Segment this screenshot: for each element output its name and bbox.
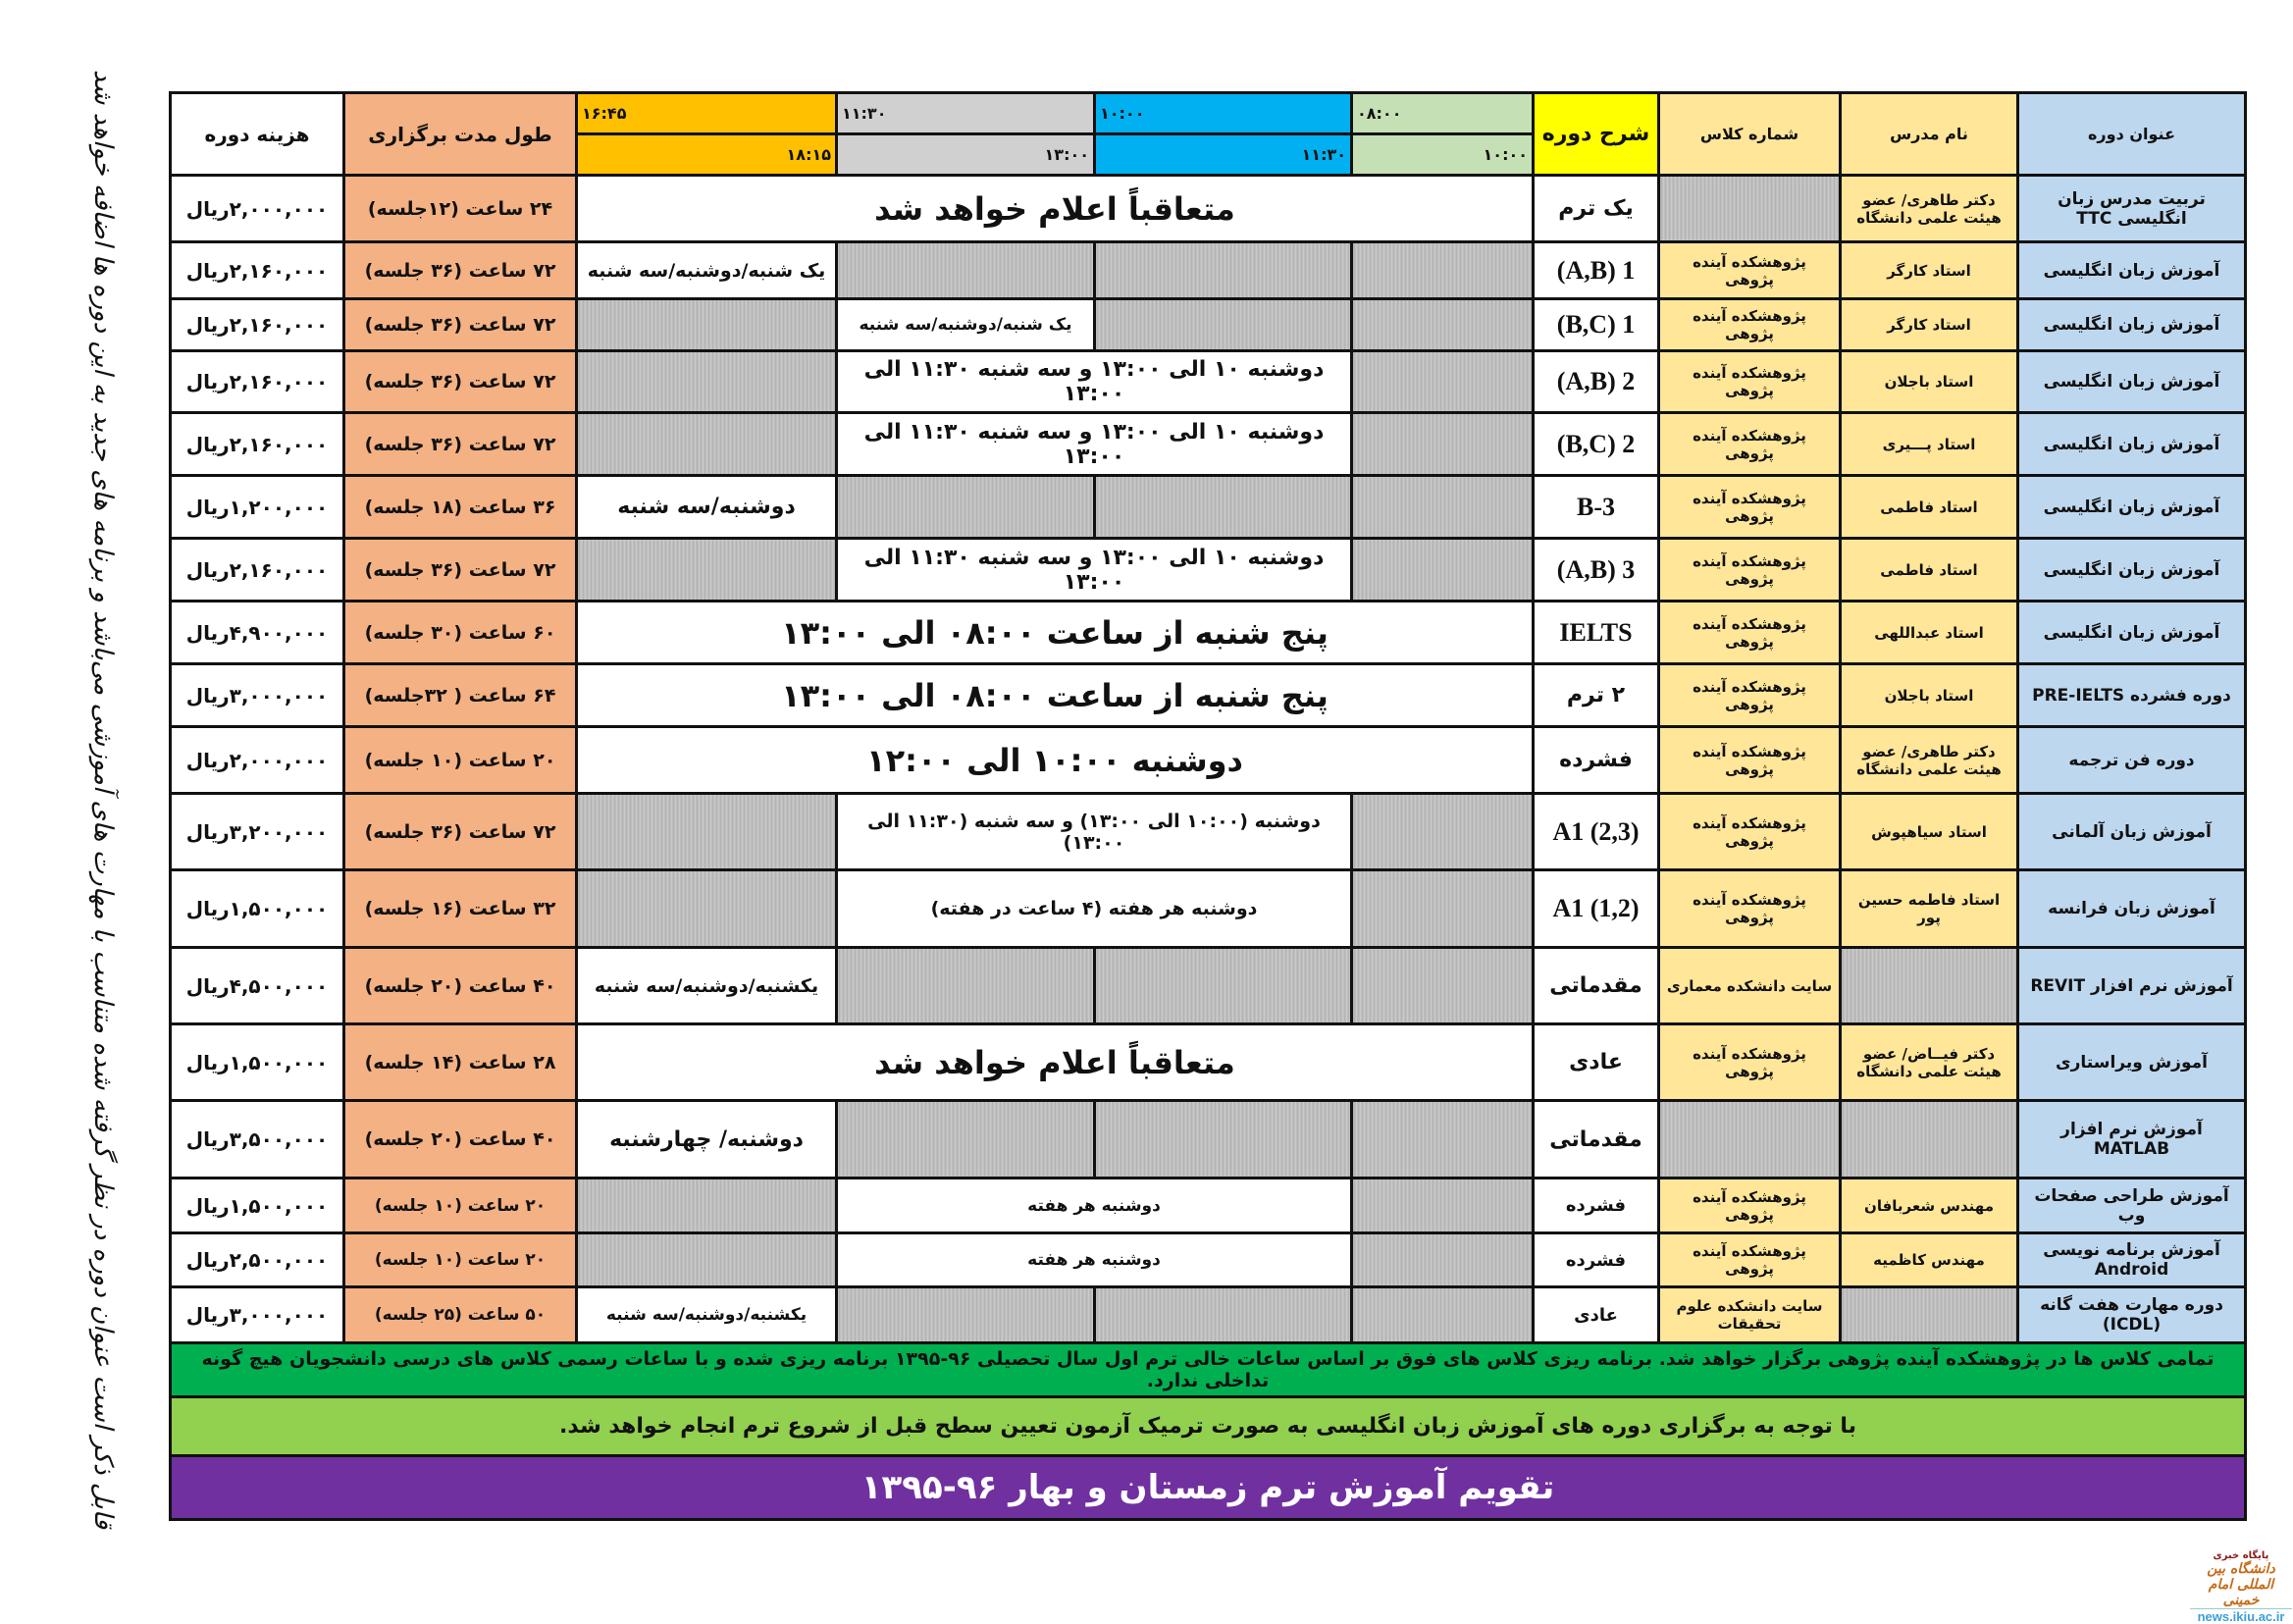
- cost: ۲,۱۶۰,۰۰۰ریال: [171, 539, 344, 602]
- slot-empty: [1095, 299, 1352, 351]
- slot-empty: [1352, 351, 1534, 413]
- cost: ۱,۵۰۰,۰۰۰ریال: [171, 1024, 344, 1101]
- table-row: [171, 948, 2246, 1024]
- slot-2-start: ۱۰:۰۰: [1095, 93, 1352, 134]
- course-title: آموزش برنامه نویسی Android: [2018, 1233, 2246, 1287]
- class-location: پژوهشکده آینده پژوهی: [1659, 727, 1841, 794]
- teacher-name: استاد باجلان: [1841, 351, 2018, 413]
- cost: ۳,۰۰۰,۰۰۰ریال: [171, 664, 344, 727]
- cost: ۳,۲۰۰,۰۰۰ریال: [171, 794, 344, 870]
- slot-empty: [577, 299, 837, 351]
- table-row: [171, 602, 2246, 664]
- duration: ۷۲ ساعت (۳۶ جلسه): [344, 413, 577, 476]
- slot-empty: [1352, 1233, 1534, 1287]
- table-row: [171, 351, 2246, 413]
- slot-empty: [837, 242, 1095, 299]
- course-title: دوره فن ترجمه: [2018, 727, 2246, 794]
- slot-empty: [577, 1233, 837, 1287]
- banner-row: [171, 1456, 2246, 1520]
- cost: ۱,۵۰۰,۰۰۰ریال: [171, 1179, 344, 1233]
- cost: ۱,۵۰۰,۰۰۰ریال: [171, 870, 344, 948]
- teacher-name: استاد پـــیری: [1841, 413, 2018, 476]
- slot-empty: [577, 870, 837, 948]
- teacher-name: دکتر طاهری/ عضو هیئت علمی دانشگاه: [1841, 176, 2018, 242]
- class-location: سایت دانشکده معماری: [1659, 948, 1841, 1024]
- table-row: [171, 299, 2246, 351]
- course-desc: عادی: [1534, 1024, 1659, 1101]
- cost: ۱,۲۰۰,۰۰۰ریال: [171, 476, 344, 539]
- course-title: آموزش طراحی صفحات وب: [2018, 1179, 2246, 1233]
- course-schedule-sheet: [169, 91, 2244, 1521]
- table-row: [171, 794, 2246, 870]
- duration: ۶۰ ساعت (۳۰ جلسه): [344, 602, 577, 664]
- side-handwritten-note: [59, 70, 147, 1530]
- slot-empty: [1352, 299, 1534, 351]
- slot-empty: [1352, 539, 1534, 602]
- duration: ۴۰ ساعت (۲۰ جلسه): [344, 1101, 577, 1179]
- schedule-cell: دوشنبه هر هفته (۴ ساعت در هفته): [837, 870, 1352, 948]
- cost: ۳,۵۰۰,۰۰۰ریال: [171, 1101, 344, 1179]
- slot-empty: [1352, 242, 1534, 299]
- cost: ۲,۵۰۰,۰۰۰ریال: [171, 1233, 344, 1287]
- slot-1-end: ۱۰:۰۰: [1352, 134, 1534, 176]
- duration: ۶۴ ساعت ( ۳۲جلسه): [344, 664, 577, 727]
- course-desc: 3-B: [1534, 476, 1659, 539]
- slot-empty: [1352, 1287, 1534, 1343]
- duration: ۲۰ ساعت (۱۰ جلسه): [344, 1233, 577, 1287]
- slot-empty: [1352, 413, 1534, 476]
- cost: ۲,۱۶۰,۰۰۰ریال: [171, 351, 344, 413]
- slot-empty: [577, 351, 837, 413]
- note-row-general: [171, 1343, 2246, 1397]
- schedule-cell: پنج شنبه از ساعت ۰۸:۰۰ الی ۱۳:۰۰: [577, 602, 1534, 664]
- teacher-name: استاد عبداللهی: [1841, 602, 2018, 664]
- course-desc: مقدماتی: [1534, 948, 1659, 1024]
- cost: ۴,۵۰۰,۰۰۰ریال: [171, 948, 344, 1024]
- table-row: [171, 1179, 2246, 1233]
- cost: ۲,۱۶۰,۰۰۰ریال: [171, 299, 344, 351]
- course-desc: (1,2) A1: [1534, 870, 1659, 948]
- slot-empty: [1352, 1179, 1534, 1233]
- class-location: پژوهشکده آینده پژوهی: [1659, 1024, 1841, 1101]
- teacher-name: استاد سیاهپوش: [1841, 794, 2018, 870]
- class-location: پژوهشکده آینده پژوهی: [1659, 1179, 1841, 1233]
- general-note: تمامی کلاس ها در پژوهشکده آینده پژوهی برگزار خواهد شد. برنامه ریزی کلاس های فوق بر اساس ساعات خالی ترم اول سال تحصیلی ۹۶-۱۳۹۵ برنامه ریزی شده و با ساعات رسمی کلاس های درسی دانشجویان هیچ گونه تداخلی ندارد.: [171, 1343, 2246, 1397]
- schedule-cell: یک شنبه/دوشنبه/سه شنبه: [837, 299, 1095, 351]
- course-title: تربیت مدرس زبان انگلیسی TTC: [2018, 176, 2246, 242]
- slot-4-start: ۱۶:۴۵: [577, 93, 837, 134]
- slot-empty: [837, 1101, 1095, 1179]
- header-teacher: نام مدرس: [1841, 93, 2018, 176]
- class-location: پژوهشکده آینده پژوهی: [1659, 476, 1841, 539]
- course-title: آموزش زبان انگلیسی: [2018, 242, 2246, 299]
- course-desc: فشرده: [1534, 1179, 1659, 1233]
- class-location: پژوهشکده آینده پژوهی: [1659, 299, 1841, 351]
- teacher-name: مهندس شعربافان: [1841, 1179, 2018, 1233]
- class-empty: [1659, 1101, 1841, 1179]
- slot-4-end: ۱۸:۱۵: [577, 134, 837, 176]
- duration: ۳۲ ساعت (۱۶ جلسه): [344, 870, 577, 948]
- course-desc: ۲ ترم: [1534, 664, 1659, 727]
- course-desc: مقدماتی: [1534, 1101, 1659, 1179]
- slot-empty: [1095, 242, 1352, 299]
- schedule-cell: یک شنبه/دوشنبه/سه شنبه: [577, 242, 837, 299]
- course-title: دوره مهارت هفت گانه (ICDL): [2018, 1287, 2246, 1343]
- course-desc: 1 (A,B): [1534, 242, 1659, 299]
- table-row: [171, 727, 2246, 794]
- schedule-cell: دوشنبه ۱۰ الی ۱۳:۰۰ و سه شنبه ۱۱:۳۰ الی ۱۳:۰۰: [837, 351, 1352, 413]
- slot-empty: [1352, 476, 1534, 539]
- slot-2-end: ۱۱:۳۰: [1095, 134, 1352, 176]
- teacher-empty: [1841, 1287, 2018, 1343]
- slot-empty: [1352, 870, 1534, 948]
- schedule-cell: دوشنبه هر هفته: [837, 1179, 1352, 1233]
- duration: ۷۲ ساعت (۳۶ جلسه): [344, 351, 577, 413]
- slot-empty: [1095, 1101, 1352, 1179]
- course-title: آموزش زبان فرانسه: [2018, 870, 2246, 948]
- teacher-name: استاد فاطمی: [1841, 476, 2018, 539]
- header-desc: شرح دوره: [1534, 93, 1659, 176]
- schedule-cell: پنج شنبه از ساعت ۰۸:۰۰ الی ۱۳:۰۰: [577, 664, 1534, 727]
- schedule-cell: متعاقباً اعلام خواهد شد: [577, 1024, 1534, 1101]
- table-row: [171, 664, 2246, 727]
- teacher-name: دکتر فیــاض/ عضو هیئت علمی دانشگاه: [1841, 1024, 2018, 1101]
- duration: ۷۲ ساعت (۳۶ جلسه): [344, 242, 577, 299]
- table-row: [171, 1101, 2246, 1179]
- duration: ۴۰ ساعت (۲۰ جلسه): [344, 948, 577, 1024]
- header-class: شماره کلاس: [1659, 93, 1841, 176]
- cost: ۴,۹۰۰,۰۰۰ریال: [171, 602, 344, 664]
- slot-empty: [1095, 948, 1352, 1024]
- cost: ۲,۱۶۰,۰۰۰ریال: [171, 413, 344, 476]
- slot-empty: [837, 1287, 1095, 1343]
- table-row: [171, 1233, 2246, 1287]
- duration: ۲۴ ساعت (۱۲جلسه): [344, 176, 577, 242]
- course-desc: فشرده: [1534, 1233, 1659, 1287]
- header-row-top: [171, 93, 2246, 134]
- duration: ۷۲ ساعت (۳۶ جلسه): [344, 794, 577, 870]
- teacher-name: استاد فاطمه حسین پور: [1841, 870, 2018, 948]
- header-title: عنوان دوره: [2018, 93, 2246, 176]
- table-row: [171, 242, 2246, 299]
- logo-url: news.ikiu.ac.ir: [2197, 1609, 2285, 1624]
- class-location: پژوهشکده آینده پژوهی: [1659, 602, 1841, 664]
- teacher-name: استاد کارگر: [1841, 242, 2018, 299]
- table-row: [171, 476, 2246, 539]
- schedule-cell: دوشنبه/ چهارشنبه: [577, 1101, 837, 1179]
- course-title: آموزش ویراستاری: [2018, 1024, 2246, 1101]
- cost: ۲,۰۰۰,۰۰۰ریال: [171, 727, 344, 794]
- course-title: آموزش نرم افزار REVIT: [2018, 948, 2246, 1024]
- logo-line2: دانشگاه بین المللی امام خمینی: [2190, 1561, 2292, 1609]
- slot-empty: [1095, 1287, 1352, 1343]
- course-title: آموزش زبان انگلیسی: [2018, 539, 2246, 602]
- course-desc: 1 (B,C): [1534, 299, 1659, 351]
- duration: ۵۰ ساعت (۲۵ جلسه): [344, 1287, 577, 1343]
- calendar-banner: تقویم آموزش ترم زمستان و بهار ۹۶-۱۳۹۵: [171, 1456, 2246, 1520]
- table-row: [171, 1024, 2246, 1101]
- schedule-cell: متعاقباً اعلام خواهد شد: [577, 176, 1534, 242]
- duration: ۲۸ ساعت (۱۴ جلسه): [344, 1024, 577, 1101]
- teacher-empty: [1841, 1101, 2018, 1179]
- table-row: [171, 539, 2246, 602]
- teacher-empty: [1841, 948, 2018, 1024]
- table-row: [171, 1287, 2246, 1343]
- slot-empty: [577, 539, 837, 602]
- course-desc: IELTS: [1534, 602, 1659, 664]
- header-duration: طول مدت برگزاری: [344, 93, 577, 176]
- duration: ۲۰ ساعت (۱۰ جلسه): [344, 727, 577, 794]
- teacher-name: استاد کارگر: [1841, 299, 2018, 351]
- course-title: دوره فشرده PRE-IELTS: [2018, 664, 2246, 727]
- course-title: آموزش زبان انگلیسی: [2018, 476, 2246, 539]
- logo-line1: پایگاه خبری: [2213, 1550, 2269, 1561]
- slot-empty: [1352, 794, 1534, 870]
- course-desc: فشرده: [1534, 727, 1659, 794]
- schedule-cell: دوشنبه ۱۰ الی ۱۳:۰۰ و سه شنبه ۱۱:۳۰ الی ۱۳:۰۰: [837, 413, 1352, 476]
- class-location: سایت دانشکده علوم تحقیقات: [1659, 1287, 1841, 1343]
- duration: ۲۰ ساعت (۱۰ جلسه): [344, 1179, 577, 1233]
- note-row-placement: [171, 1397, 2246, 1456]
- course-title: آموزش زبان انگلیسی: [2018, 602, 2246, 664]
- course-desc: 2 (A,B): [1534, 351, 1659, 413]
- schedule-cell: دوشنبه هر هفته: [837, 1233, 1352, 1287]
- class-location: پژوهشکده آینده پژوهی: [1659, 242, 1841, 299]
- table-row: [171, 176, 2246, 242]
- course-title: آموزش نرم افزار MATLAB: [2018, 1101, 2246, 1179]
- slot-empty: [577, 794, 837, 870]
- placement-note: با توجه به برگزاری دوره های آموزش زبان انگلیسی به صورت ترمیک آزمون تعیین سطح قبل از شروع ترم انجام خواهد شد.: [171, 1397, 2246, 1456]
- table-row: [171, 870, 2246, 948]
- class-location: پژوهشکده آینده پژوهی: [1659, 413, 1841, 476]
- header-cost: هزینه دوره: [171, 93, 344, 176]
- slot-empty: [1352, 1101, 1534, 1179]
- cost: ۲,۰۰۰,۰۰۰ریال: [171, 176, 344, 242]
- schedule-cell: یکشنبه/دوشنبه/سه شنبه: [577, 948, 837, 1024]
- teacher-name: مهندس کاظمیه: [1841, 1233, 2018, 1287]
- slot-empty: [577, 1179, 837, 1233]
- class-empty: [1659, 176, 1841, 242]
- course-table: [169, 91, 2247, 1521]
- slot-empty: [1095, 476, 1352, 539]
- course-title: آموزش زبان انگلیسی: [2018, 351, 2246, 413]
- schedule-cell: دوشنبه ۱۰:۰۰ الی ۱۲:۰۰: [577, 727, 1534, 794]
- slot-3-end: ۱۳:۰۰: [837, 134, 1095, 176]
- course-title: آموزش زبان انگلیسی: [2018, 299, 2246, 351]
- duration: ۷۲ ساعت (۳۶ جلسه): [344, 539, 577, 602]
- schedule-cell: یکشنبه/دوشنبه/سه شنبه: [577, 1287, 837, 1343]
- teacher-name: استاد باجلان: [1841, 664, 2018, 727]
- class-location: پژوهشکده آینده پژوهی: [1659, 539, 1841, 602]
- class-location: پژوهشکده آینده پژوهی: [1659, 870, 1841, 948]
- slot-empty: [837, 948, 1095, 1024]
- course-title: آموزش زبان انگلیسی: [2018, 413, 2246, 476]
- schedule-cell: دوشنبه (۱۰:۰۰ الی ۱۳:۰۰) و سه شنبه (۱۱:۳۰ الی ۱۳:۰۰): [837, 794, 1352, 870]
- class-location: پژوهشکده آینده پژوهی: [1659, 664, 1841, 727]
- cost: ۳,۰۰۰,۰۰۰ریال: [171, 1287, 344, 1343]
- class-location: پژوهشکده آینده پژوهی: [1659, 351, 1841, 413]
- course-desc: 2 (B,C): [1534, 413, 1659, 476]
- table-row: [171, 413, 2246, 476]
- side-note-text: قابل ذکر است عنوان دوره در نظر گرفته شده متناسب با مهارت های آموزشی می‌باشد و برنامه های جدید به این دوره ها اضافه خواهد شد: [88, 70, 118, 1530]
- news-logo: [2190, 1550, 2292, 1624]
- course-desc: (2,3) A1: [1534, 794, 1659, 870]
- slot-empty: [837, 476, 1095, 539]
- teacher-name: استاد فاطمی: [1841, 539, 2018, 602]
- teacher-name: دکتر طاهری/ عضو هیئت علمی دانشگاه: [1841, 727, 2018, 794]
- course-desc: عادی: [1534, 1287, 1659, 1343]
- slot-3-start: ۱۱:۳۰: [837, 93, 1095, 134]
- course-title: آموزش زبان آلمانی: [2018, 794, 2246, 870]
- slot-1-start: ۰۸:۰۰: [1352, 93, 1534, 134]
- course-desc: 3 (A,B): [1534, 539, 1659, 602]
- cost: ۲,۱۶۰,۰۰۰ریال: [171, 242, 344, 299]
- duration: ۷۲ ساعت (۳۶ جلسه): [344, 299, 577, 351]
- schedule-cell: دوشنبه ۱۰ الی ۱۳:۰۰ و سه شنبه ۱۱:۳۰ الی ۱۳:۰۰: [837, 539, 1352, 602]
- slot-empty: [577, 413, 837, 476]
- slot-empty: [1352, 948, 1534, 1024]
- course-desc: یک ترم: [1534, 176, 1659, 242]
- duration: ۳۶ ساعت (۱۸ جلسه): [344, 476, 577, 539]
- schedule-cell: دوشنبه/سه شنبه: [577, 476, 837, 539]
- class-location: پژوهشکده آینده پژوهی: [1659, 1233, 1841, 1287]
- class-location: پژوهشکده آینده پژوهی: [1659, 794, 1841, 870]
